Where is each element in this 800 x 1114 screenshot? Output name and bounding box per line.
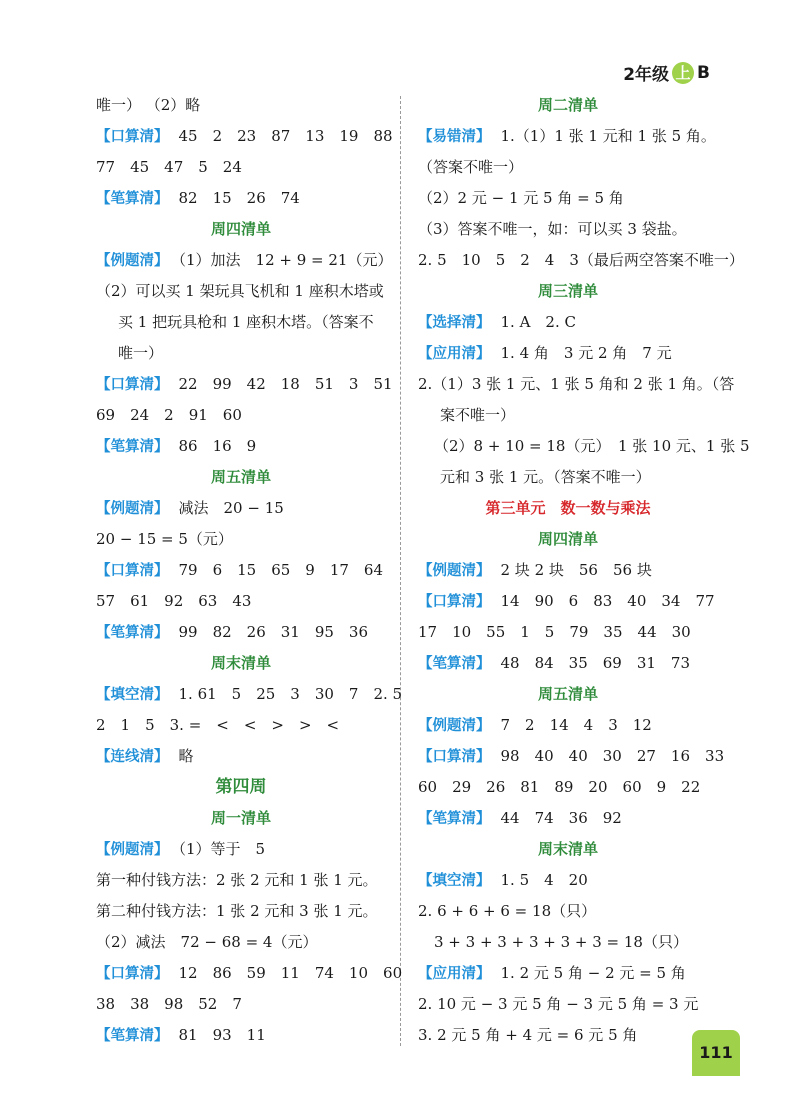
answer-tag: 【笔算清】 (96, 625, 169, 641)
answer-line (418, 803, 718, 834)
answer-line (418, 710, 718, 741)
section-heading: 周三清单 (537, 282, 598, 300)
section-heading: 周二清单 (537, 96, 598, 114)
answer-line: 第二种付钱方法：1 张 2 元和 3 张 1 元。 (96, 902, 378, 920)
answer-tag: 【笔算清】 (418, 811, 491, 827)
answer-line: 57 61 92 63 43 (96, 592, 252, 610)
answer-text: 1.（1）1 张 1 元和 1 张 5 角。 (500, 127, 716, 145)
answer-text: 86 16 9 (178, 437, 257, 455)
page-number: 111 (692, 1030, 740, 1076)
answer-text: 减法 20 − 15 (178, 499, 284, 517)
answer-line (96, 369, 393, 400)
answer-tag: 【例题清】 (418, 718, 491, 734)
answer-tag: 【选择清】 (418, 315, 491, 331)
answer-tag: 【口算清】 (96, 966, 169, 982)
answer-text: 44 74 36 92 (500, 809, 622, 827)
answer-line: 17 10 55 1 5 79 35 44 30 (418, 623, 691, 641)
answer-text: （1）加法 12 + 9 = 21（元） (178, 251, 393, 269)
answer-text: 7 2 14 4 3 12 (500, 716, 652, 734)
answer-line: 2. 5 10 5 2 4 3（最后两空答案不唯一） (418, 251, 744, 269)
answer-line (96, 617, 386, 648)
answer-tag: 【口算清】 (418, 749, 491, 765)
answer-line (96, 1020, 386, 1051)
section-heading: 周四清单 (210, 220, 271, 238)
section-heading: 周一清单 (210, 809, 271, 827)
answer-line: （2）8 + 10 = 18（元） 1 张 10 元、1 张 5 (434, 437, 750, 455)
answer-text: （1）等于 5 (178, 840, 266, 858)
answer-line: 38 38 98 52 7 (96, 995, 242, 1013)
answer-line (418, 338, 718, 369)
answer-tag: 【应用清】 (418, 966, 491, 982)
answer-line: 唯一） (118, 344, 164, 362)
answer-line (96, 834, 386, 865)
answer-line: 2 1 5 3. = < < > > < (96, 716, 340, 734)
answer-tag: 【例题清】 (96, 842, 169, 858)
answer-tag: 【填空清】 (418, 873, 491, 889)
answer-line: 第一种付钱方法：2 张 2 元和 1 张 1 元。 (96, 871, 378, 889)
answer-tag: 【应用清】 (418, 346, 491, 362)
answer-line (96, 183, 386, 214)
section-heading: 周四清单 (537, 530, 598, 548)
grade-suffix: B (697, 62, 710, 83)
answer-text: 1. A 2. C (500, 313, 576, 331)
answer-line: （2）减法 72 − 68 = 4（元） (96, 933, 318, 951)
answer-line (96, 245, 393, 276)
answer-tag: 【例题清】 (96, 501, 169, 517)
answer-text: 12 86 59 11 74 10 60 (178, 964, 403, 982)
answer-line: 3. 2 元 5 角 + 4 元 = 6 元 5 角 (418, 1026, 638, 1044)
answer-tag: 【口算清】 (418, 594, 491, 610)
answer-text: 14 90 6 83 40 34 77 (500, 592, 715, 610)
answer-line (418, 307, 718, 338)
answer-tag: 【口算清】 (96, 563, 169, 579)
answer-line: 买 1 把玩具枪和 1 座积木塔。（答案不 (118, 313, 374, 331)
answer-line: 2. 6 + 6 + 6 = 18（只） (418, 902, 597, 920)
answer-text: 1. 61 5 25 3 30 7 2. 5 (178, 685, 403, 703)
grade-prefix: 2年级 (623, 65, 670, 85)
answer-line (418, 121, 718, 152)
answer-tag: 【笔算清】 (96, 1028, 169, 1044)
answer-line: 2.（1）3 张 1 元、1 张 5 角和 2 张 1 角。（答 (418, 375, 735, 393)
answer-line: 唯一） （2）略 (96, 96, 201, 114)
section-heading: 周五清单 (537, 685, 598, 703)
answer-line (96, 555, 386, 586)
answer-line (418, 648, 718, 679)
answer-tag: 【易错清】 (418, 129, 491, 145)
answer-line: 20 − 15 = 5（元） (96, 530, 233, 548)
answer-tag: 【笔算清】 (96, 191, 169, 207)
answer-text: 1. 4 角 3 元 2 角 7 元 (500, 344, 672, 362)
answer-line: 元和 3 张 1 元。（答案不唯一） (440, 468, 651, 486)
answer-tag: 【例题清】 (418, 563, 491, 579)
answer-line: 3 + 3 + 3 + 3 + 3 + 3 = 18（只） (434, 933, 688, 951)
answer-text: 82 15 26 74 (178, 189, 300, 207)
section-heading: 周末清单 (537, 840, 598, 858)
left-column (96, 90, 403, 1051)
answer-tag: 【口算清】 (96, 377, 169, 393)
answer-text: 2 块 2 块 56 56 块 (500, 561, 652, 579)
answer-text: 48 84 35 69 31 73 (500, 654, 691, 672)
answer-tag: 【笔算清】 (96, 439, 169, 455)
answer-line (96, 431, 386, 462)
grade-badge: 上 (672, 62, 694, 84)
section-heading: 第三单元 数一数与乘法 (485, 499, 651, 517)
answer-line (96, 958, 403, 989)
answer-line: 2. 10 元 − 3 元 5 角 − 3 元 5 角 = 3 元 (418, 995, 699, 1013)
answer-line: （答案不唯一） (418, 158, 524, 176)
answer-line: （2）可以买 1 架玩具飞机和 1 座积木塔或 (96, 282, 384, 300)
answer-line (96, 741, 386, 772)
right-column (418, 90, 750, 1051)
answer-text: 79 6 15 65 9 17 64 (178, 561, 384, 579)
column-divider (400, 96, 401, 1046)
answer-tag: 【口算清】 (96, 129, 169, 145)
answer-text: 81 93 11 (178, 1026, 266, 1044)
answer-text: 略 (178, 747, 194, 765)
answer-text: 1. 2 元 5 角 − 2 元 = 5 角 (500, 964, 686, 982)
answer-line (418, 741, 725, 772)
answer-line: （2）2 元 − 1 元 5 角 = 5 角 (418, 189, 624, 207)
answer-tag: 【连线清】 (96, 749, 169, 765)
answer-text: 45 2 23 87 13 19 88 (178, 127, 393, 145)
answer-line: 77 45 47 5 24 (96, 158, 242, 176)
answer-text: 22 99 42 18 51 3 51 (178, 375, 393, 393)
answer-line (418, 958, 718, 989)
answer-line (418, 586, 718, 617)
answer-text: 1. 5 4 20 (500, 871, 588, 889)
answer-line (418, 555, 718, 586)
answer-text: 98 40 40 30 27 16 33 (500, 747, 725, 765)
answer-line: （3）答案不唯一，如：可以买 3 袋盐。 (418, 220, 687, 238)
answer-line: 案不唯一） (440, 406, 516, 424)
answer-line (96, 121, 393, 152)
section-heading: 周末清单 (210, 654, 271, 672)
grade-label (623, 60, 710, 85)
answer-text: 99 82 26 31 95 36 (178, 623, 369, 641)
section-heading: 第四周 (215, 777, 267, 797)
answer-line (96, 679, 403, 710)
answer-line: 69 24 2 91 60 (96, 406, 242, 424)
answer-tag: 【例题清】 (96, 253, 169, 269)
answer-line (96, 493, 386, 524)
answer-line (418, 865, 718, 896)
answer-tag: 【填空清】 (96, 687, 169, 703)
section-heading: 周五清单 (210, 468, 271, 486)
answer-line: 60 29 26 81 89 20 60 9 22 (418, 778, 701, 796)
answer-tag: 【笔算清】 (418, 656, 491, 672)
